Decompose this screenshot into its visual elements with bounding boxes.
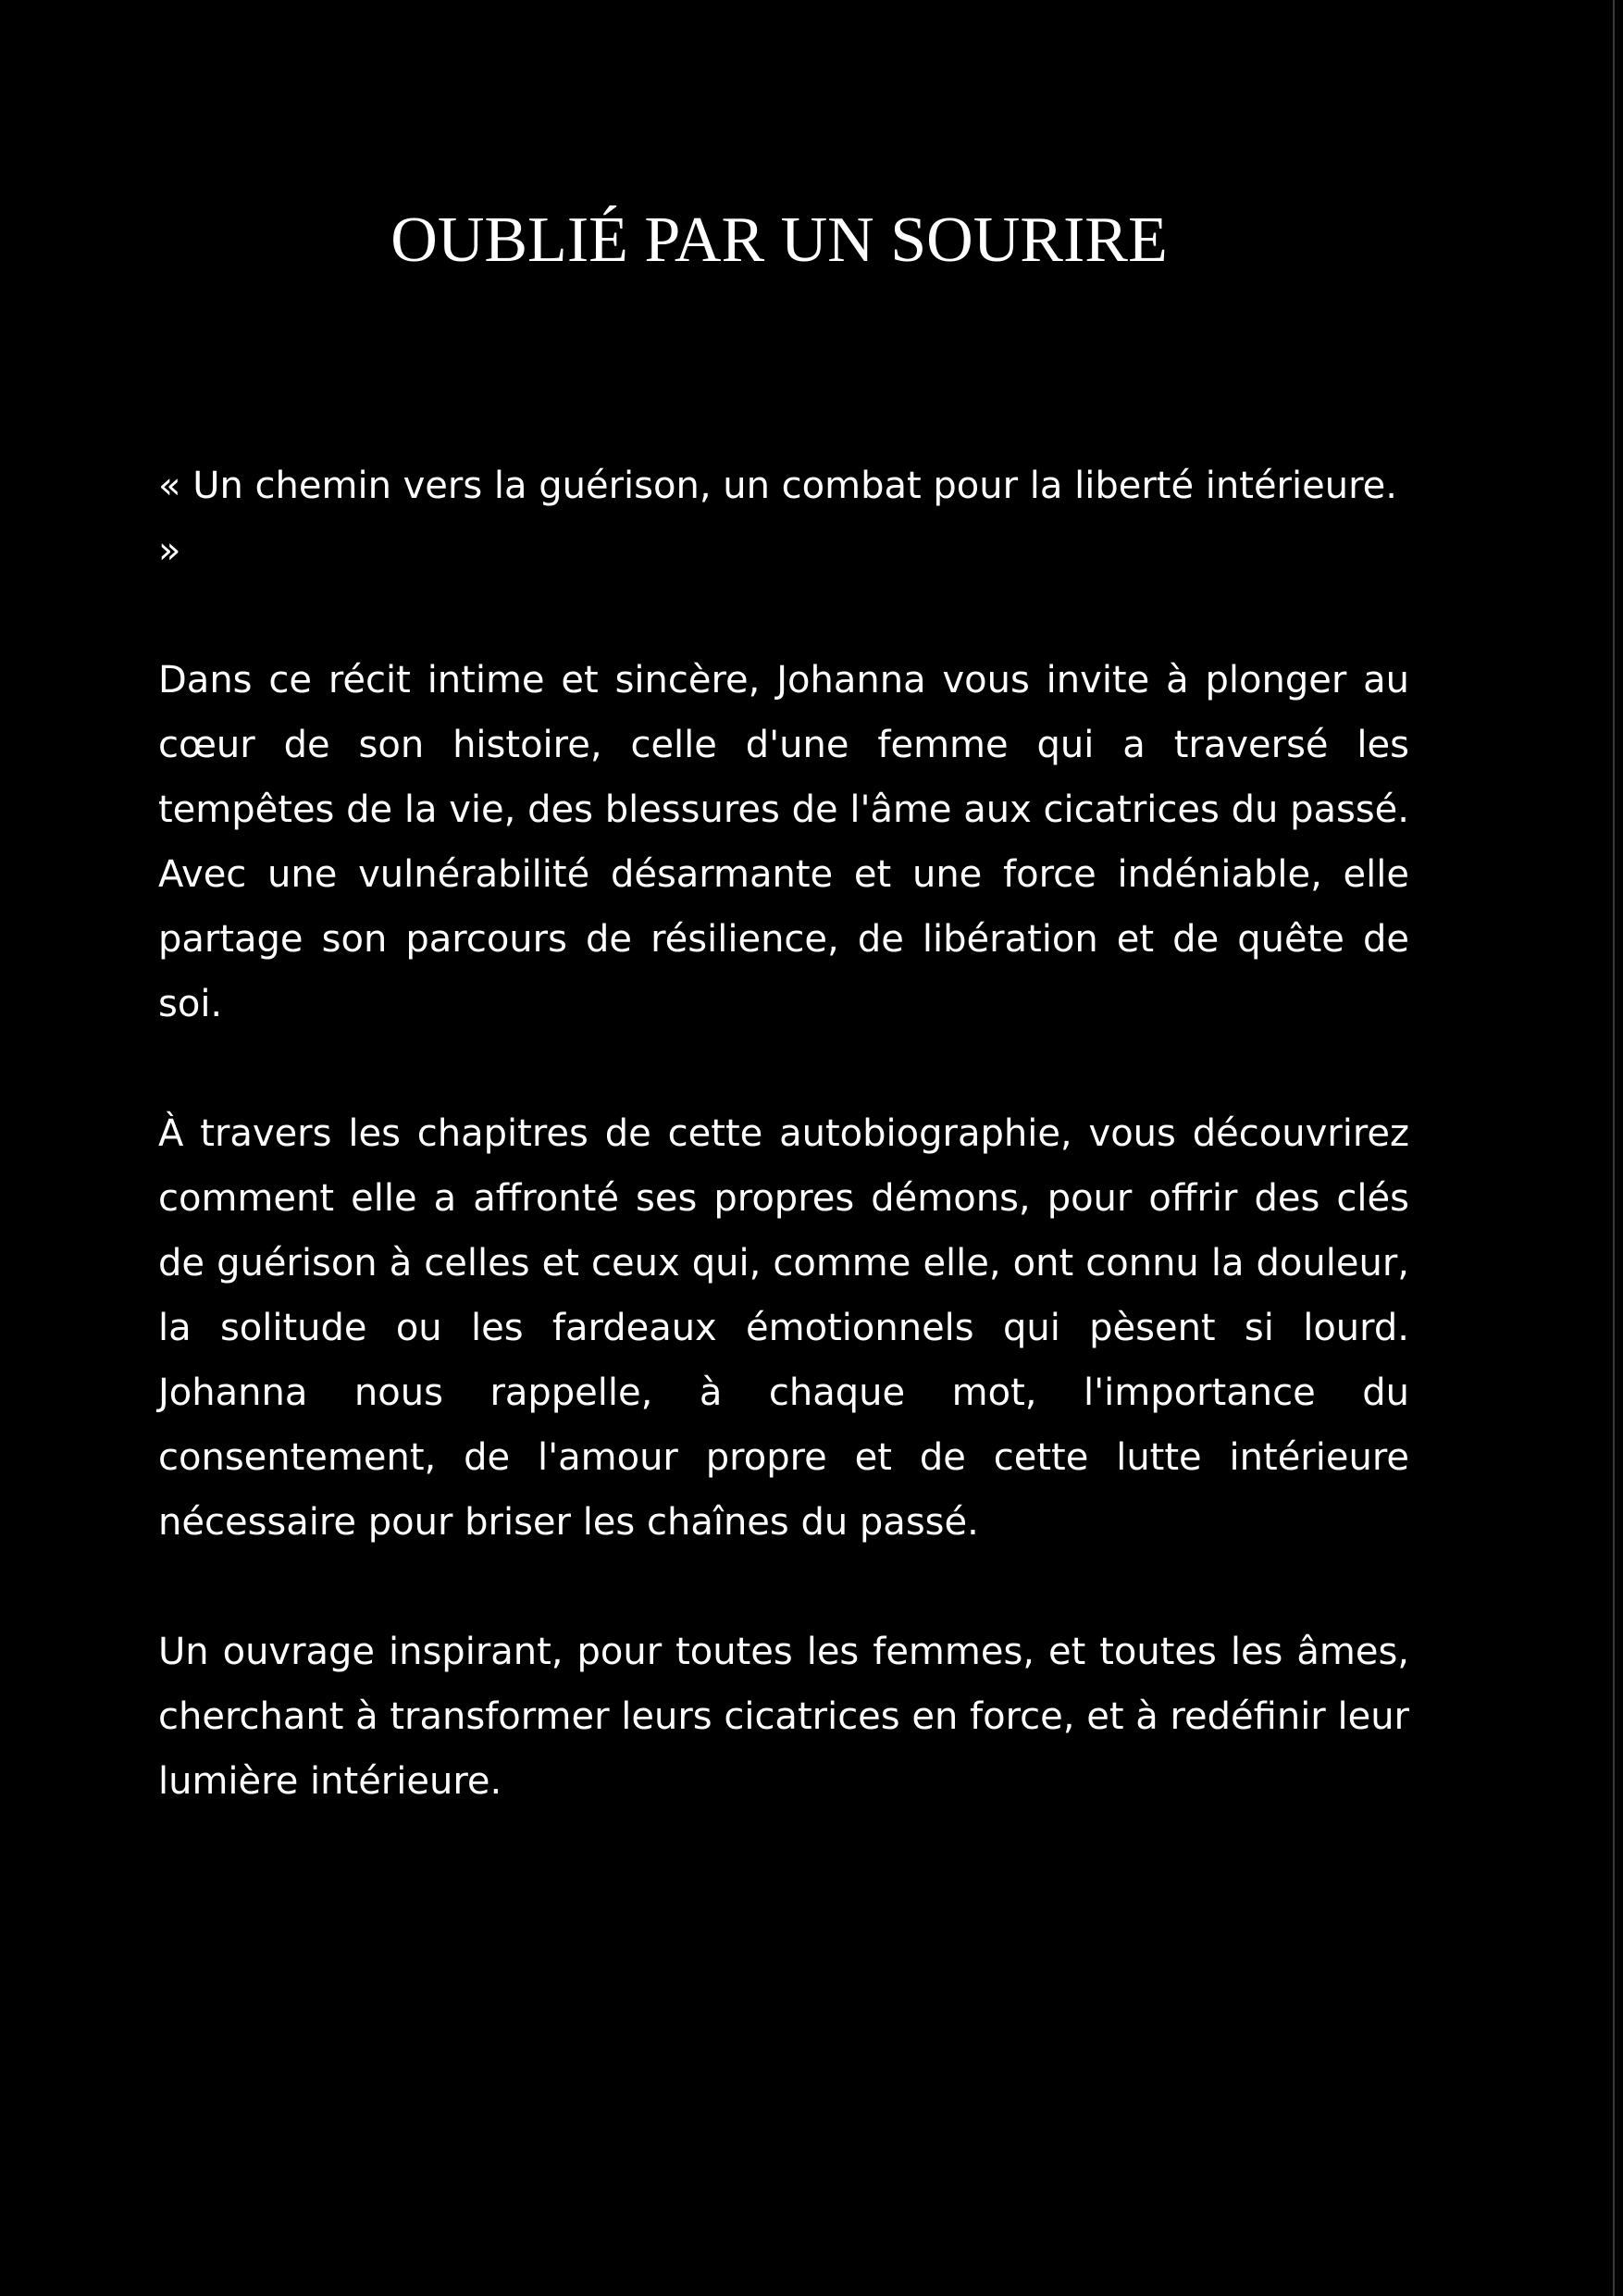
tagline-quote: « Un chemin vers la guérison, un combat pour la liberté intérieure. » bbox=[158, 465, 1397, 572]
book-title: OUBLIÉ PAR UN SOURIRE bbox=[390, 205, 1168, 276]
back-cover-text bbox=[158, 453, 1409, 1879]
page-edge-divider bbox=[1613, 0, 1615, 2296]
paragraph-closing: Un ouvrage inspirant, pour toutes les femmes, et toutes les âmes, cherchant à transformer leurs cicatrices en force, et à redéfinir leur lumière intérieure. bbox=[158, 1631, 1409, 1803]
paragraph-chapters: À travers les chapitres de cette autobiographie, vous découvrirez comment elle a affronté ses propres démons, pour offrir des clés de guérison à celles et ceux qui, comme elle, ont connu la douleur, la solitude ou les fardeaux émotionnels qui pèsent si lourd. Johanna nous rappelle, à chaque mot, l'importance du consentement, de l'amour propre et de cette lutte intérieure nécessaire pour briser les chaînes du passé. bbox=[158, 1112, 1409, 1544]
paragraph-intro: Dans ce récit intime et sincère, Johanna vous invite à plonger au cœur de son histoire, celle d'une femme qui a traversé les tempêtes de la vie, des blessures de l'âme aux cicatrices du passé. Avec une vulnérabilité désarmante et une force indéniable, elle partage son parcours de résilience, de libération et de quête de soi. bbox=[158, 659, 1409, 1025]
